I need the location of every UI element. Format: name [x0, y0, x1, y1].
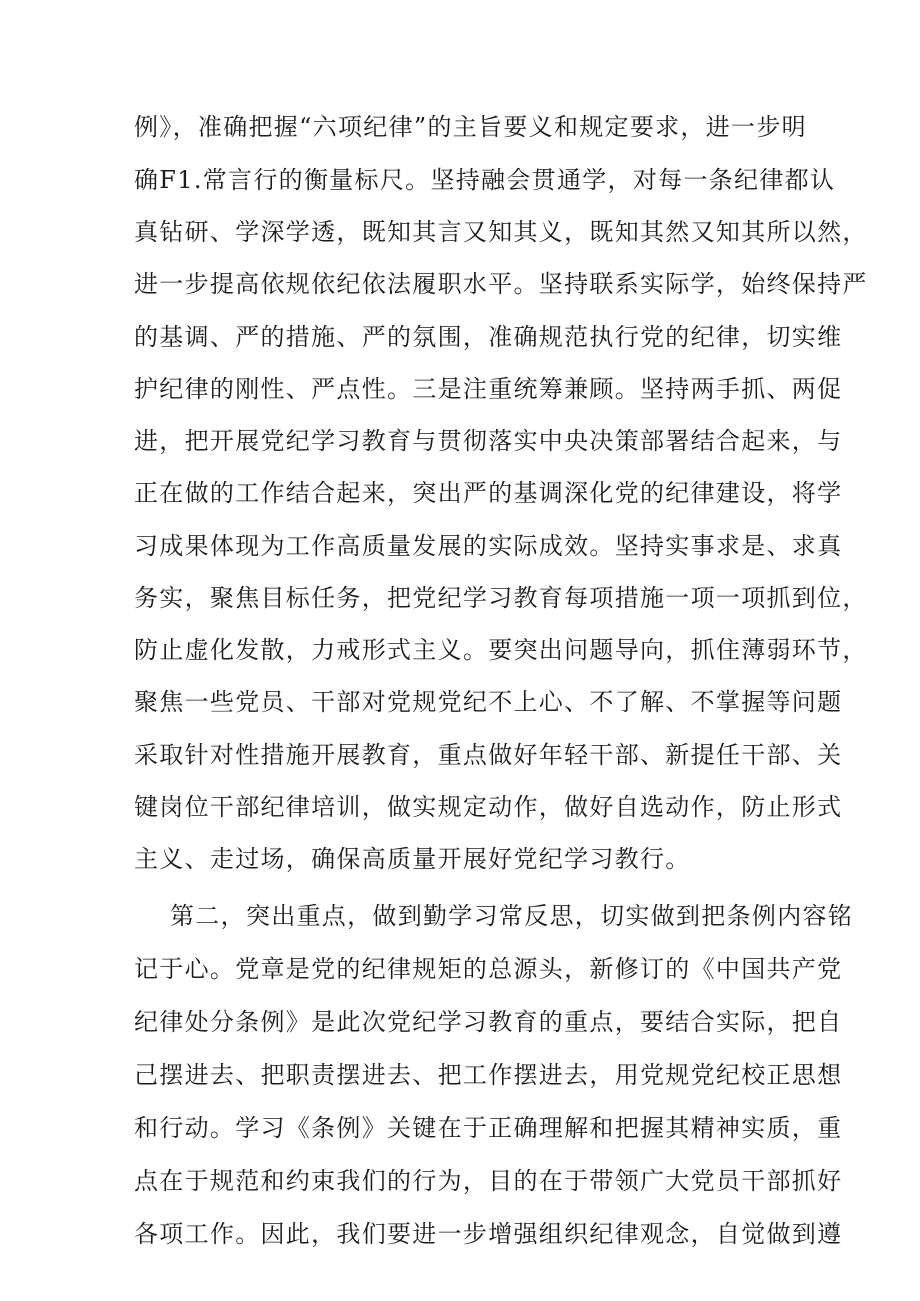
text-line: 和行动。学习《条例》关键在于正确理解和把握其精神实质，重: [134, 1114, 843, 1142]
text-line: 己摆进去、把职责摆进去、把工作摆进去，用党规党纪校正思想: [134, 1061, 843, 1089]
text-line: 习成果体现为工作高质量发展的实际成效。坚持实事求是、求真: [134, 532, 843, 560]
text-line: 护纪律的刚性、严点性。三是注重统筹兼顾。坚持两手抓、两促: [134, 375, 843, 403]
text-line: 的基调、严的措施、严的氛围，准确规范执行党的纪律，切实维: [134, 323, 843, 351]
text-line: 正在做的工作结合起来，突出严的基调深化党的纪律建设，将学: [134, 479, 843, 507]
text-line: 采取针对性措施开展教育，重点做好年轻干部、新提任干部、关: [134, 741, 843, 769]
text-line: 真钻研、学深学透，既知其言又知其义，既知其然又知其所以然，: [134, 218, 868, 246]
text-line: 进一步提高依规依纪依法履职水平。坚持联系实际学，始终保持严: [134, 270, 868, 298]
text-line: 记于心。党章是党的纪律规矩的总源头，新修订的《中国共产党: [134, 955, 843, 983]
paragraph-first-line: 第二，突出重点，做到勤学习常反思，切实做到把条例内容铭: [170, 902, 854, 930]
text-line: 进，把开展党纪学习教育与贯彻落实中央决策部署结合起来，与: [134, 427, 843, 455]
text-line: 聚焦一些党员、干部对党规党纪不上心、不了解、不掌握等问题: [134, 688, 843, 716]
text-line: 主义、走过场，确保高质量开展好党纪学习教行。: [134, 845, 691, 873]
text-line: 务实，聚焦目标任务，把党纪学习教育每项措施一项一项抓到位，: [134, 584, 868, 612]
text-line: 纪律处分条例》是此次党纪学习教育的重点，要结合实际，把自: [134, 1008, 843, 1036]
text-line: 例》，准确把握“六项纪律”的主旨要义和规定要求，进一步明: [134, 113, 807, 141]
text-line: 键岗位干部纪律培训，做实规定动作，做好自选动作，防止形式: [134, 793, 843, 821]
text-line: 防止虚化发散，力戒形式主义。要突出问题导向，抓住薄弱环节，: [134, 636, 868, 664]
text-line: 各项工作。因此，我们要进一步增强组织纪律观念，自觉做到遵: [134, 1220, 843, 1248]
text-line: 确F1.常言行的衡量标尺。坚持融会贯通学，对每一条纪律都认: [134, 166, 836, 194]
text-line: 点在于规范和约束我们的行为，目的在于带领广大党员干部抓好: [134, 1167, 843, 1195]
